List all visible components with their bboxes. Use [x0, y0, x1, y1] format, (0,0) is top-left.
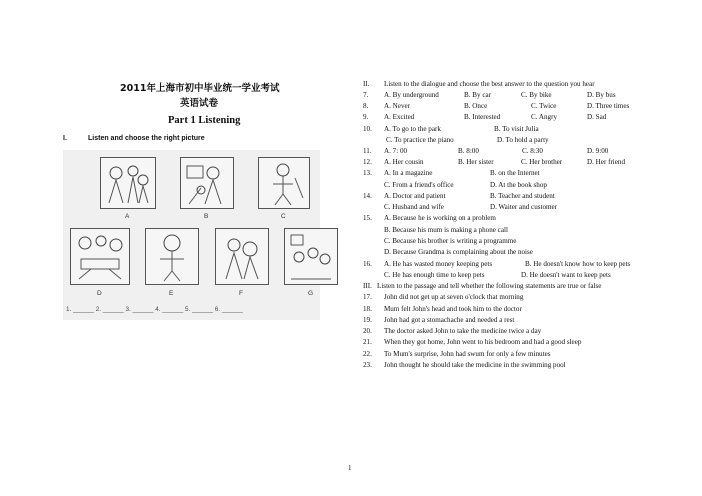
- picture-d-sketch: [71, 229, 129, 284]
- statement-text: John had got a stomachache and needed a rest: [384, 316, 515, 324]
- statement-number: 23.: [363, 361, 372, 369]
- part-heading: Part 1 Listening: [168, 115, 241, 126]
- question-number: 16.: [363, 260, 372, 268]
- statement-text: John thought he should take the medicine in the swimming pool: [384, 361, 566, 369]
- option-c: C. By bike: [521, 91, 552, 99]
- option-d: D. Because Grandma is complaining about the noise: [384, 248, 533, 256]
- option-a: A. 7: 00: [384, 147, 408, 155]
- statement-number: 17.: [363, 293, 372, 301]
- picture-c-sketch: [259, 158, 309, 208]
- question-number: 12.: [363, 158, 372, 166]
- option-b: B. Her sister: [458, 158, 494, 166]
- picture-b: [180, 157, 234, 209]
- picture-label-d: D: [97, 290, 102, 297]
- picture-b-sketch: [181, 158, 233, 208]
- section1-instruction: Listen and choose the right picture: [88, 135, 205, 142]
- picture-label-c: C: [281, 213, 286, 220]
- page-number: 1: [348, 464, 352, 472]
- statement-number: 18.: [363, 305, 372, 313]
- statement-number: 21.: [363, 338, 372, 346]
- picture-g-sketch: [285, 229, 337, 284]
- option-b: B. To visit Julia: [494, 125, 539, 133]
- question-number: 7.: [363, 91, 369, 99]
- option-a: A. Her cousin: [384, 158, 424, 166]
- option-b: B. on the Internet: [490, 169, 540, 177]
- option-b: B. Interested: [464, 113, 501, 121]
- option-d: D. Sad: [587, 113, 607, 121]
- section2-instruction: Listen to the dialogue and choose the best answer to the question you hear: [384, 80, 595, 88]
- picture-f-sketch: [216, 229, 268, 284]
- option-c: C. Twice: [531, 102, 557, 110]
- option-a: A. Because he is working on a problem: [384, 214, 496, 222]
- exam-subtitle: 英语试卷: [180, 98, 219, 109]
- picture-d: [70, 228, 130, 285]
- picture-a-sketch: [101, 158, 155, 208]
- option-b: B. Once: [464, 102, 488, 110]
- picture-e: [145, 228, 199, 285]
- statement-text: When they got home, John went to his bedroom and had a good sleep: [384, 338, 582, 346]
- option-d: D. He doesn't want to keep pets: [521, 271, 611, 279]
- option-b: B. 8:00: [458, 147, 479, 155]
- exam-title: 2011年上海市初中毕业统一学业考试: [120, 83, 280, 94]
- option-d: D. To hold a party: [497, 136, 549, 144]
- picture-f: [215, 228, 269, 285]
- option-c: C. Because his brother is writing a programme: [384, 237, 517, 245]
- statement-number: 20.: [363, 327, 372, 335]
- option-c: C. To practice the piano: [386, 136, 454, 144]
- question-number: 8.: [363, 102, 369, 110]
- option-b: B. Teacher and student: [490, 192, 555, 200]
- option-d: D. At the book shop: [490, 181, 547, 189]
- option-a: A. He has wasted money keeping pets: [384, 260, 493, 268]
- option-c: C. He has enough time to keep pets: [384, 271, 485, 279]
- question-number: 11.: [363, 147, 372, 155]
- option-a: A. By underground: [384, 91, 439, 99]
- picture-e-sketch: [146, 229, 198, 284]
- statement-text: Mum felt John's head and took him to the doctor: [384, 305, 522, 313]
- picture-g: [284, 228, 338, 285]
- option-c: C. Angry: [531, 113, 558, 121]
- option-a: A. To go to the park: [384, 125, 441, 133]
- statement-text: The doctor asked John to take the medicine twice a day: [384, 327, 542, 335]
- option-b: B. Because his mum is making a phone call: [384, 226, 508, 234]
- picture-label-f: F: [239, 290, 243, 297]
- answer-blanks: 1. ______ 2. ______ 3. ______ 4. ______ 5. ______ 6. ______: [66, 306, 243, 313]
- statement-text: To Mum's surprise, John had swum for only a few minutes: [384, 350, 551, 358]
- section3-roman: III.: [363, 282, 372, 290]
- question-number: 13.: [363, 169, 372, 177]
- option-b: B. By car: [464, 91, 491, 99]
- picture-label-a: A: [125, 213, 130, 220]
- question-number: 10.: [363, 125, 372, 133]
- picture-label-g: G: [308, 290, 314, 297]
- question-number: 14.: [363, 192, 372, 200]
- picture-label-b: B: [204, 213, 209, 220]
- statement-number: 22.: [363, 350, 372, 358]
- option-a: A. Excited: [384, 113, 415, 121]
- option-a: A. Never: [384, 102, 410, 110]
- option-b: B. He doesn't know how to keep pets: [525, 260, 631, 268]
- option-d: D. Three times: [587, 102, 630, 110]
- statement-number: 19.: [363, 316, 372, 324]
- option-c: C. From a friend's office: [384, 181, 454, 189]
- option-a: A. In a magazine: [384, 169, 433, 177]
- question-number: 9.: [363, 113, 369, 121]
- section3-instruction: Listen to the passage and tell whether the following statements are true or false: [377, 282, 602, 290]
- picture-c: [258, 157, 310, 209]
- picture-a: [100, 157, 156, 209]
- option-d: D. Her friend: [587, 158, 626, 166]
- section2-roman: II.: [363, 80, 370, 88]
- option-d: D. Waiter and customer: [490, 203, 558, 211]
- option-a: A. Doctor and patient: [384, 192, 446, 200]
- option-c: C. Husband and wife: [384, 203, 444, 211]
- section1-roman: I.: [63, 135, 67, 142]
- question-number: 15.: [363, 214, 372, 222]
- statement-text: John did not get up at seven o'clock that morning: [384, 293, 524, 301]
- picture-label-e: E: [169, 290, 174, 297]
- option-d: D. 9:00: [587, 147, 609, 155]
- option-d: D. By bus: [587, 91, 616, 99]
- option-c: C. 8:30: [522, 147, 543, 155]
- option-c: C. Her brother: [521, 158, 563, 166]
